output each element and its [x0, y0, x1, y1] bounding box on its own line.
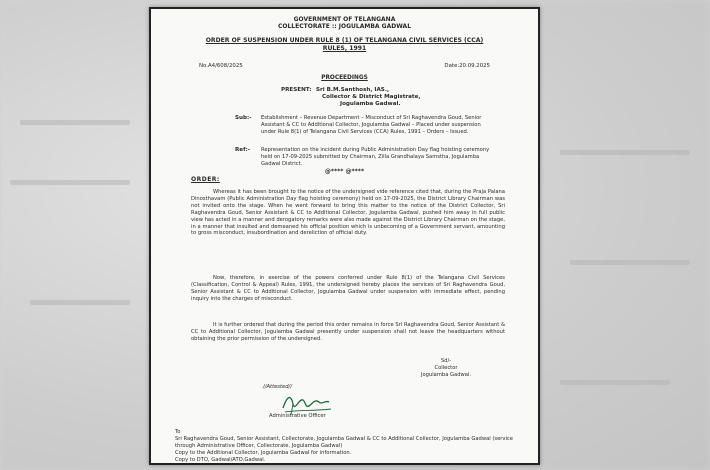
proceedings-heading: PROCEEDINGS — [321, 75, 368, 81]
present-officer-place: Jogulamba Gadwal. — [340, 101, 401, 107]
background-text-blur — [10, 180, 130, 185]
government-heading: GOVERNMENT OF TELANGANA — [293, 16, 396, 23]
background-text-blur — [30, 300, 130, 305]
collector-title: Collector — [434, 364, 458, 371]
recipient-line: Sri Raghavendra Goud, Senior Assistant, Collectorate, Jogulamba Gadwal & CC to Additional Collector, Jogulamba Gadwal (service through Administrative Officer, Collectorate, Jogulamba Gadwal) — [175, 435, 513, 449]
suspension-order-document — [149, 7, 540, 465]
reference-text: Representation on the incident during Public Administration Day flag hoisting ceremony held on 17-09-2025 submitted by Chairman, Zilla Grandhalaya Samstha, Jogulamba Gadwal District. — [261, 147, 490, 167]
order-date: Date:20.09.2025 — [444, 63, 490, 69]
background-text-blur — [20, 120, 130, 125]
order-title: ORDER OF SUSPENSION UNDER RULE 8 (1) OF TELANGANA CIVIL SERVICES (CCA) RULES, 1991 — [205, 37, 484, 52]
copy-line-1: Copy to the Additional Collector, Jogulamba Gadwal for information. — [175, 449, 352, 456]
sd-mark: Sd/- — [440, 358, 452, 364]
collector-place: Jogulamba Gadwal. — [420, 371, 472, 378]
collector-signature-block — [416, 358, 476, 379]
to-label: To — [175, 429, 181, 435]
order-paragraph-2: Now, therefore, in exercise of the powers conferred under Rule 8(1) of the Telangana Civil Services (Classification, Control & Appeal) Rules, 1991, the undersigned hereby places the services of Sri Raghavendra Goud, Senior Assistant & CC to Additional Collector, Jogulamba Gadwal under suspension with immediate effect, pending inquiry into the charges of misconduct. — [191, 275, 505, 302]
distribution-block — [175, 429, 525, 464]
present-officer-name: Sri B.M.Santhosh, IAS., — [316, 87, 390, 93]
subject-text: Establishment – Revenue Department – Misconduct of Sri Raghavendra Goud, Senior Assistant & CC to Additional Collector, Jogulamba Gadwal – Placed under suspension under Rule 8(1) of Telangana Civil Services (CCA) Rules, 1991 – Orders – Issued. — [261, 115, 482, 135]
present-label: PRESENT: — [281, 87, 312, 93]
collectorate-heading: COLLECTORATE :: JOGULAMBA GADWAL — [277, 23, 412, 30]
order-paragraph-1: Whereas it has been brought to the notice of the undersigned vide reference cited that, during the Praja Palana Dinosthavam (Public Administration Day flag hoisting ceremony) held on 17-09-2025, the District Library Chairman was not invited onto the stage. When he went forward to bring this matter to the notice of the District Collector, Sri Raghavendra Goud, Senior Assistant & CC to Additional Collector, Jogulamba Gadwal, pushed him away in full public view has acted in a manner and derogatory remarks were also made against the District Library Chairman on the stage, in a manner that insulted and demeaned his official position which is unbecoming of a Government servant, amounting to gross misconduct, insubordination and dereliction of official duty. — [191, 189, 505, 237]
present-officer-title: Collector & District Magistrate, — [322, 94, 421, 100]
separator-stars: @**** @**** — [324, 168, 365, 175]
background-text-blur — [560, 380, 670, 385]
copy-line-2: Copy to DTO, Gadwal/ATO,Gadwal. — [175, 456, 266, 463]
subject-label: Sub:- — [235, 115, 252, 121]
administrative-officer-label: Administrative Officer — [269, 413, 326, 419]
attested-mark: //Attested// — [263, 384, 293, 390]
background-text-blur — [560, 150, 690, 155]
present-officer — [316, 87, 421, 108]
background-text-blur — [570, 260, 690, 265]
reference-label: Ref:- — [235, 147, 251, 153]
order-paragraph-3: It is further ordered that during the period this order remains in force Sri Raghavendra Goud, Senior Assistant & CC to Additional Collector, Jogulamba Gadwal presently under suspension shall not leave the headquarters without obtaining the prior permission of the undersigned. — [191, 322, 505, 342]
order-heading: ORDER: — [191, 176, 220, 183]
reference-number: No.A4/608/2025 — [199, 63, 243, 69]
